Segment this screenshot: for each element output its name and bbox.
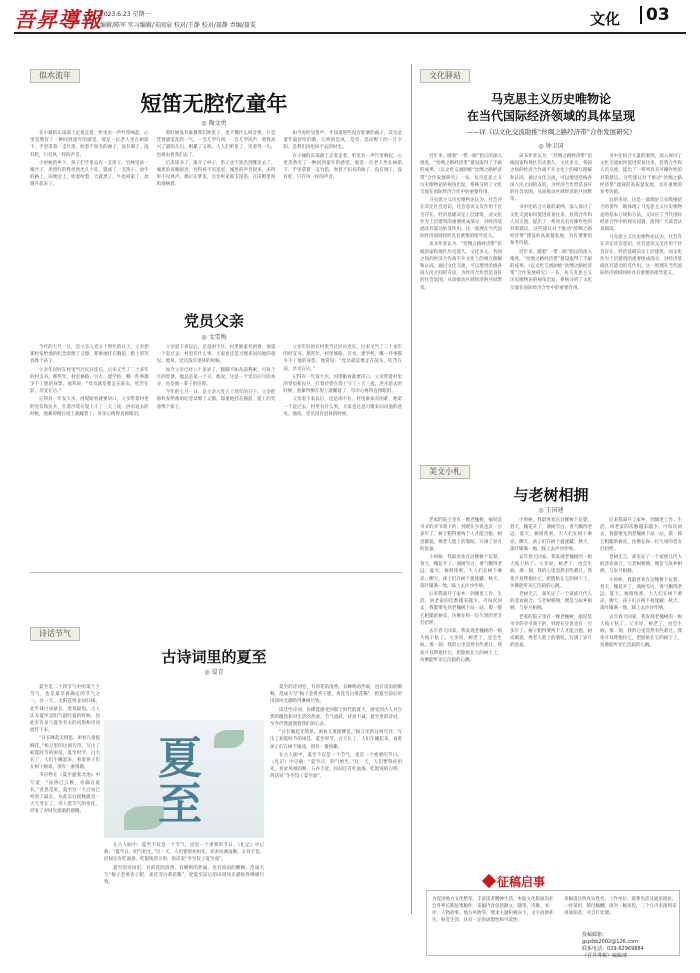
paragraph: 在古人眼中，夏至不仅是一个节气，也是一个重要的节日。《礼记》中记载：“夏至日，阴气始生。”这一天，人们要祭祀祖先，祈求风调雨顺、五谷丰登。民间还有吃面条、吃馄饨的习俗，俗话说“冬至饺子夏至面”。 — [270, 752, 402, 780]
text-column — [30, 344, 149, 568]
column-divider — [411, 64, 412, 914]
column-tag-a1: 似水流年 — [30, 69, 80, 83]
paragraph: 记得有一年发大水，河堤眼看就要决口，父亲带着村里的党员和民兵，扛着沙袋在堤上守了三天三夜。洪水退去的时候，他累得倒在堤上就睡着了，母亲心疼得直掉眼泪。 — [283, 374, 403, 395]
paragraph: 老家的院子里有一棵老槐树，据说是爷爷的爷爷栽下的，到现在少说也有一百多年了。树干粗得要两个人才能合抱，树皮皴裂，像老人脸上的皱纹，写满了岁月的沧桑。 — [510, 614, 592, 649]
date-line: 2023.6.23 星期一 — [100, 11, 151, 18]
article-title-a4-line1: 马克思主义历史唯物论 — [490, 92, 611, 106]
paragraph: “日长睡起无情思，闲看儿童捉柳花。”杨万里的这两句诗，写出了初夏时节的闲适。夏至时节，白天长了，人们午睡起来，看着孩子们在树下嬉戏，别有一番情趣。 — [270, 730, 402, 750]
paragraph: 在古人眼中，夏至不仅是一个节气，也是一个重要的节日。《礼记》中记载：“夏至日，阴气始生。”这一天，人们要祭祀祖先，祈求风调雨顺、五谷丰登。民间还有吃面条、吃馄饨的习俗，俗话说“冬至饺子夏至面”。 — [104, 843, 264, 863]
paragraph: 父亲年轻时在村里当过民兵连长，后来又当了二十多年的村支书。那些年，村里修路、引水、建学校，哪一件事都少不了他的身影。他常说：“党员就是要走在前头，吃苦在前，享受在后。” — [30, 367, 149, 395]
paragraph: 书中还结合大量的案例，深入探讨了文化交流如何促进贸易往来、投资合作和人员交流，提出了一系列具有可操作性的对策建议。这些建议对于推动“丝绸之路经济带”建设的高质量发展，具有重要的参考价值。 — [510, 205, 592, 247]
paragraph: 父亲年轻时在村里当过民兵连长，后来又当了二十多年的村支书。那些年，村里修路、引水、建学校，哪一件事都少不了他的身影。他常说：“党员就是要走在前头，吃苦在前，享受在后。” — [283, 345, 403, 372]
paragraph: 读这些诗词，仿佛能感受到那个时代的夏天，感受到古人对自然的敬畏和对生活的热爱。节气流转，诗意不减，夏至里的诗词，至今仍然滋润着我们的心灵。 — [270, 707, 402, 728]
paragraph: 后来读书了，离开了村子，笛子也不知丢到哪里去了。城里的夜晚很亮，亮得看不见星星；城里的声音很多，多得听不见风声。偶尔在梦里，还会听见那支短笛，在田野里呜呜地响着。 — [156, 160, 276, 188]
text-column — [104, 842, 264, 952]
paragraph: 后来我离开了家乡，到城里工作、生活，回老家的次数越来越少。可每次回去，我都要先到老槐树下站一站，摸一摸它粗糙的树皮，仿佛在和一位久别的老友打招呼。 — [600, 518, 682, 552]
paragraph: 韦应物在《夏至避暑北池》中写道：“昼晷已云极，宵漏自此长。”意思是说，夏至这一天白昼已经到了最长，从此以后夜晚就会一天天变长了。诗人借节气的变化，抒发了对时光流逝的感慨。 — [30, 773, 100, 815]
text-column — [600, 517, 682, 859]
newspaper-logo: 吾昇導報 — [14, 7, 102, 32]
text-column — [30, 130, 149, 286]
text-column — [30, 684, 100, 952]
promo-text: 为促进地方文化繁荣，丰富读者精神生活，本报文化版面向社会各界长期征集稿件。来稿内容包括散文、随笔、诗歌、书评、人物故事、地方风物等，要求主题积极向上，文字清新朴实，贴近生活，具有一定的思想性和可读性。 — [432, 897, 554, 923]
paragraph: 在小城的东南部上走着走着，听见有一声竹笛响起，心里忽然有了一种回到童年的感觉。那是一位老人坐在树荫下，手里拿着一支竹笛，吹着不知名的曲子，没有调子，没有腔，只有风一样的声音。 — [30, 131, 149, 158]
paragraph: 小时候，我最喜欢在这棵树下玩耍。春天，槐花开了，满树雪白，香气飘得老远；夏天，树荫浓密，大人们在树下乘凉、聊天，孩子们在树下捉迷藏；秋天，落叶铺满一地，踩上去沙沙作响。 — [420, 555, 502, 589]
paragraph: 该书作者认为，“丝绸之路经济带”沿线国家和地区历史悠久、文化多元，各国之间的经济合作离不开文化上的相互理解和认同。通过文化交流，可以增进沿线各国人民之间的友谊，为经济合作营造良好的社会氛围，从而推动区域经济的共同繁荣。 — [420, 242, 502, 291]
paragraph: 去年春天回家，我发现老槐树的一根大枝干枯了。父亲说，树老了，也会生病。那一刻，我的心里忽然有些难过。我张开双臂抱住它，把脸贴在它的树干上，仿佛能听见它沉稳的心跳。 — [600, 614, 682, 649]
paragraph: 近年来，随着“一带一路”倡议的深入推进，“丝绸之路经济带”建设取得了丰硕的成果。《以文化交流助推“丝绸之路经济带”合作发展研究》一书，从马克思主义历史唯物论的视角出发，系统分析了文化交流在国际经济合作中的重要作用。 — [420, 154, 502, 196]
text-column — [270, 684, 402, 952]
paragraph: 近年来，随着“一带一路”倡议的深入推进，“丝绸之路经济带”建设取得了丰硕的成果。《以文化交流助推“丝绸之路经济带”合作发展研究》一书，从马克思主义历史唯物论的视角出发，系统分析了文化交流在国际经济合作中的重要作用。 — [510, 249, 592, 291]
paragraph: 父亲退下来以后，还是闲不住。村里谁家有困难，他第一个赶过去；村里有什么事，大家也还是习惯来问问他的意见。他说，党员没有退休的时候。 — [283, 397, 403, 417]
article-title-a4-line2: 在当代国际经济领域的具体呈现 — [466, 109, 635, 123]
promo-diamond-icon — [482, 874, 496, 888]
paragraph: 那时候没有谁教我们吹笛子，也不懂什么叫音律，只是凭着感觉乱吹一气，一会儿学鸟叫，一会儿学风声，吹得高兴了就唱几句，唱累了又吹。大人们听见了，笑着骂一句，也就由着我们去了。 — [156, 131, 276, 158]
promo-text-right: 来稿请注明真实姓名、工作单位、联系电话及通讯地址，一经采用，即付稿酬。请勿一稿多投，三个月内未接到采用通知者，可自行处理。 — [564, 897, 677, 916]
column-tag-a3: 诗话节气 — [30, 627, 80, 641]
section-label: 文化 — [590, 10, 621, 28]
text-column — [283, 344, 402, 568]
paragraph: 马克思主义历史唯物论认为，社会存在决定社会意识，社会意识又反作用于社会存在。经济基础决定上层建筑，而文化作为上层建筑的重要组成部分，对经济基础具有能动的反作用。这一原理在当代国际经济领域同样具有重要的指导意义。 — [420, 198, 502, 240]
paragraph: 老树无言，却见证了一个家族几代人的悲欢离合。与老树相拥，便是与故乡相拥，与岁月相拥。 — [600, 555, 682, 575]
masthead-rule — [14, 32, 686, 34]
article-body-a5 — [420, 517, 682, 859]
byline-a1: ◎ 陶文勇 — [201, 120, 227, 127]
paragraph: 今年的七月一日，是父亲入党五十周年的日子。父亲把那枚发给他的纪念章擦了又擦，郑重地挂在胸前，脸上的笑容像个孩子。 — [156, 390, 276, 410]
paragraph: 总的来说，这是一部理论与实践相结合的著作，既体现了马克思主义历史唯物论的基本立场和方法，又回应了当代国际经济合作中的现实问题，值得广大读者认真阅读。 — [600, 198, 682, 233]
paragraph: 老家的院子里有一棵老槐树，据说是爷爷的爷爷栽下的，到现在少说也有一百多年了。树干粗得要两个人才能合抱，树皮皴裂，像老人脸上的皱纹，写满了岁月的沧桑。 — [420, 518, 502, 552]
text-column — [283, 130, 402, 286]
paragraph: 书中还结合大量的案例，深入探讨了文化交流如何促进贸易往来、投资合作和人员交流，提出了一系列具有可操作性的对策建议。这些建议对于推动“丝绸之路经济带”建设的高质量发展，具有重要的参考价值。 — [600, 154, 682, 196]
text-column — [157, 344, 276, 568]
leaf-shape — [214, 730, 244, 748]
paragraph: 在小城的东南部上走着走着，听见有一声竹笛响起，心里忽然有了一种回到童年的感觉。那是一位老人坐在树荫下，手里拿着一支竹笛，吹着不知名的曲子，没有调子，没有腔，只有风一样的声音。 — [283, 153, 403, 181]
paragraph: 夏至是二十四节气中的第十个节气，也是最早被确定的节气之一。这一天，太阳直射北回归线，北半球白昼最长，黑夜最短。古人认为夏至是阳气最旺盛的时候，因此有许多与夏至有关的风俗和诗词流传下来。 — [30, 685, 100, 734]
paragraph: 老树无言，却见证了一个家族几代人的悲欢离合。与老树相拥，便是与故乡相拥，与岁月相拥。 — [510, 592, 592, 612]
text-column — [420, 153, 502, 423]
paragraph: 该书作者认为，“丝绸之路经济带”沿线国家和地区历史悠久、文化多元，各国之间的经济合作离不开文化上的相互理解和认同。通过文化交流，可以增进沿线各国人民之间的友谊，为经济合作营造良好的社会氛围，从而推动区域经济的共同繁荣。 — [510, 154, 592, 203]
text-column — [420, 517, 502, 859]
text-column — [600, 153, 682, 423]
article-title-a3: 古诗词里的夏至 — [161, 648, 267, 666]
paragraph: 如今再听见笛声，才知道那些没有腔调的曲子，其实是童年最好听的歌。它吹的是风，是草，是田野上的一片夕阳，是我们再也回不去的时光。 — [283, 131, 403, 151]
text-column — [510, 153, 592, 423]
paragraph: 去年春天回家，我发现老槐树的一根大枝干枯了。父亲说，树老了，也会生病。那一刻，我的心里忽然有些难过。我张开双臂抱住它，把脸贴在它的树干上，仿佛能听见它沉稳的心跳。 — [420, 629, 502, 663]
article-body-a4 — [420, 153, 682, 423]
article-body-a2 — [30, 344, 402, 568]
paragraph: “日长睡起无情思，闲看儿童捉柳花。”杨万里的这两句诗，写出了初夏时节的闲适。夏至时节，白天长了，人们午睡起来，看着孩子们在树下嬉戏，别有一番情趣。 — [30, 736, 100, 771]
article-title-a1: 短笛无腔忆童年 — [140, 91, 288, 116]
paragraph: 马克思主义历史唯物论认为，社会存在决定社会意识，社会意识又反作用于社会存在。经济基础决定上层建筑，而文化作为上层建筑的重要组成部分，对经济基础具有能动的反作用。这一原理在当代国际经济领域同样具有重要的指导意义。 — [600, 235, 682, 277]
paragraph: 后来我离开了家乡，到城里工作、生活，回老家的次数越来越少。可每次回去，我都要先到老槐树下站一站，摸一摸它粗糙的树皮，仿佛在和一位久别的老友打招呼。 — [420, 592, 502, 626]
summer-solstice-poster — [104, 720, 264, 838]
paragraph: 去年春天回家，我发现老槐树的一根大枝干枯了。父亲说，树老了，也会生病。那一刻，我的心里忽然有些难过。我张开双臂抱住它，把脸贴在它的树干上，仿佛能听见它沉稳的心跳。 — [510, 555, 592, 589]
article-body-a3-right — [270, 684, 402, 952]
editor-line: 编辑/陈军 实习编辑/宋雨宸 校对/王静 校对/聂静 责编/聂雯 — [100, 22, 256, 29]
paragraph: 小时候的乡下，孩子们手里总有一支笛子。竹林里砍一根竹子，用烧红的铁丝烫出几个孔，就成了一支笛子。放牛的路上，田埂边上，吹着吹着，天就黑了，牛也回家了，炊烟升起来了。 — [30, 160, 149, 188]
masthead — [0, 0, 700, 52]
article-body-a1 — [30, 130, 402, 286]
paragraph: 今年的七月一日，是父亲入党五十周年的日子。父亲把那枚发给他的纪念章擦了又擦，郑重地挂在胸前，脸上的笑容像个孩子。 — [30, 345, 149, 365]
column-tag-a4: 文化驿站 — [420, 69, 470, 83]
byline-a2: ◎ 文雪梅 — [201, 334, 227, 341]
section-rule — [30, 572, 402, 573]
subtitle-a4: ——评《以文化交流助推“丝绸之路经济带”合作发展研究》 — [466, 128, 636, 136]
article-body-a3-left — [30, 684, 100, 952]
article-body-a3-bottom — [104, 842, 264, 952]
paragraph: 如今父亲已经八十多岁了，腿脚不如从前利索，可每个月的党费，他总是第一个交。他说，这是一个党员应尽的本分，也是他一辈子的信仰。 — [156, 367, 276, 388]
paragraph: 记得有一年发大水，河堤眼看就要决口，父亲带着村里的党员和民兵，扛着沙袋在堤上守了三天三夜。洪水退去的时候，他累得倒在堤上就睡着了，母亲心疼得直掉眼泪。 — [30, 397, 149, 417]
page-number: 03 — [640, 6, 670, 24]
poster-title-text: 夏至 — [158, 733, 202, 830]
column-tag-a5: 美文小札 — [420, 465, 470, 479]
paragraph: 夏至的诗词里，有荷花的清香，有蝉鸣的热闹，也有雷雨的酣畅。范成大写“梅子金黄杏子肥，麦花雪白菜花稀”，把夏至前后的田园风光描绘得淋漓尽致。 — [270, 685, 402, 705]
promo-title: 征稿启事 — [497, 875, 546, 889]
contact-phone: 联系电话：029-62969884 — [582, 946, 644, 952]
text-column — [157, 130, 276, 286]
paragraph: 小时候，我最喜欢在这棵树下玩耍。春天，槐花开了，满树雪白，香气飘得老远；夏天，树荫浓密，大人们在树下乘凉、聊天，孩子们在树下捉迷藏；秋天，落叶铺满一地，踩上去沙沙作响。 — [600, 577, 682, 612]
paragraph: 小时候，我最喜欢在这棵树下玩耍。春天，槐花开了，满树雪白，香气飘得老远；夏天，树荫浓密，大人们在树下乘凉、聊天，孩子们在树下捉迷藏；秋天，落叶铺满一地，踩上去沙沙作响。 — [510, 518, 592, 552]
article-title-a2: 党员父亲 — [183, 312, 244, 330]
paragraph: 父亲退下来以后，还是闲不住。村里谁家有困难，他第一个赶过去；村里有什么事，大家也还是习惯来问问他的意见。他说，党员没有退休的时候。 — [156, 345, 276, 365]
text-column — [510, 517, 592, 859]
contact-org: 《吾昇導報》编辑部 — [582, 953, 628, 959]
promo-contact — [582, 932, 644, 960]
byline-a3: ◎ 晏青 — [204, 669, 224, 676]
byline-a5: ◎ 王国建 — [538, 507, 564, 514]
contact-email: gsjxbb2002@126.com — [582, 939, 639, 945]
byline-a4: ◎ 钟卫国 — [538, 143, 564, 150]
contact-line: 投稿邮箱： — [582, 932, 608, 938]
paragraph: 夏至的诗词里，有荷花的清香，有蝉鸣的热闹，也有雷雨的酣畅。范成大写“梅子金黄杏子肥，麦花雪白菜花稀”，把夏至前后的田园风光描绘得淋漓尽致。 — [104, 865, 264, 886]
article-title-a5: 与老树相拥 — [513, 486, 589, 504]
